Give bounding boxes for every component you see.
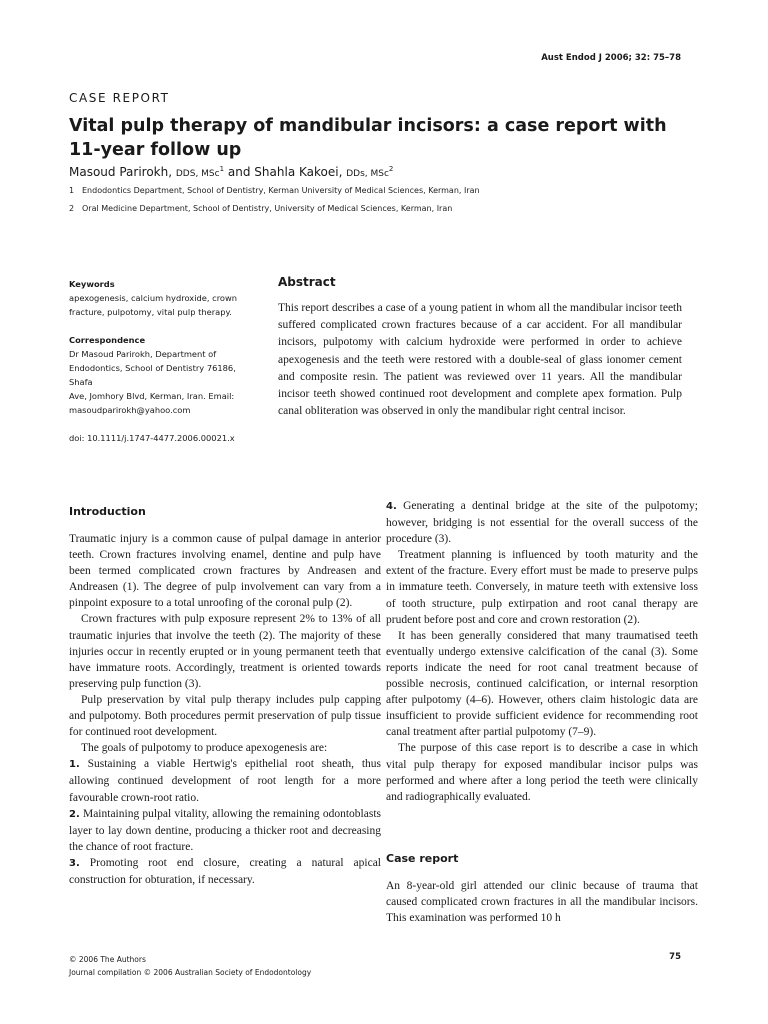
affiliation-number: 1 <box>69 186 75 195</box>
correspondence-email: masoudparirokh@yahoo.com <box>69 405 191 415</box>
author-1-degree: DDS, MSc <box>175 169 220 179</box>
article-type-label: CASE REPORT <box>69 91 170 105</box>
abstract-heading: Abstract <box>278 275 336 289</box>
goal-number: 1. <box>69 759 80 771</box>
goal-number: 3. <box>69 857 80 869</box>
goal-text: Sustaining a viable Hertwig's epithelial root sheath, thus allowing continued development of root length for a more favourable crown-root ratio. <box>69 758 381 804</box>
paragraph: Treatment planning is influenced by tooth maturity and the extent of the fracture. Every effort must be made to preserve pulps in immature teeth. Conversely, in mature teeth with extensive loss of tooth structure, pulp extirpation and root canal therapy are prudent before post and core and crown restoration (2). <box>386 549 698 626</box>
keywords-label: Keywords <box>69 279 115 289</box>
title-line-1: Vital pulp therapy of mandibular incisors: a case report with <box>69 116 667 136</box>
paragraph: Crown fractures with pulp exposure represent 2% to 13% of all traumatic injuries that involve the teeth (2). The majority of these injuries occur in recently erupted or in young permanent teeth that have immature roots. Accordingly, treatment is oriented towards preserving pulp function (3). <box>69 613 381 690</box>
goal-text: Maintaining pulpal vitality, allowing the remaining odontoblasts layer to lay down dentine, producing a thicker root and decreasing the chance of root fracture. <box>69 807 381 853</box>
correspondence-line: Ave, Jomhory Blvd, Kerman, Iran. Email: <box>69 391 235 401</box>
goal-item <box>386 498 698 547</box>
right-text-column <box>386 498 698 805</box>
paragraph: Traumatic injury is a common cause of pulpal damage in anterior teeth. Crown fractures involving enamel, dentine and pulp have been termed complicated crown fractures by Andreasen and Andreasen (1). The degree of pulp involvement can vary from a pinpoint exposure to a total unroofing of the coronal pulp (2). <box>69 533 381 610</box>
affiliation-number: 2 <box>69 204 75 213</box>
copyright-line: © 2006 The Authors <box>69 955 146 964</box>
introduction-heading: Introduction <box>69 505 146 518</box>
author-1-affil-ref: 1 <box>219 165 225 173</box>
doi: doi: 10.1111/j.1747-4477.2006.00021.x <box>69 433 235 443</box>
affiliation-2 <box>69 204 452 213</box>
author-2-name: Shahla Kakoei, <box>254 165 343 179</box>
copyright-line: Journal compilation © 2006 Australian Society of Endodontology <box>69 968 312 977</box>
affiliation-1 <box>69 186 480 195</box>
goal-number: 2. <box>69 808 80 820</box>
paragraph: The purpose of this case report is to describe a case in which vital pulp therapy for exposed mandibular incisor pulps was performed and where after a long period the teeth were clinically and radiographically evaluated. <box>386 742 698 803</box>
author-1-name: Masoud Parirokh, <box>69 165 173 179</box>
correspondence-label: Correspondence <box>69 335 146 345</box>
article-metadata <box>69 277 259 445</box>
goal-text: Promoting root end closure, creating a natural apical construction for obturation, if necessary. <box>69 856 381 886</box>
page-number: 75 <box>669 952 681 962</box>
author-list <box>69 165 393 179</box>
paragraph: Pulp preservation by vital pulp therapy includes pulp capping and pulpotomy. Both procedures permit preservation of pulp tissue for continued root development. <box>69 693 381 739</box>
affiliation-text: Oral Medicine Department, School of Dentistry, University of Medical Sciences, Kerman, Iran <box>82 204 453 213</box>
author-2-affil-ref: 2 <box>388 165 394 173</box>
goal-item <box>69 806 381 855</box>
goal-text: Generating a dentinal bridge at the site of the pulpotomy; however, bridging is not essential for the overall success of the procedure (3). <box>386 500 698 546</box>
correspondence-line: Endodontics, School of Dentistry 76186, Shafa <box>69 363 236 387</box>
paragraph: An 8-year-old girl attended our clinic because of trauma that caused complicated crown fractures in all the mandibular incisors. This examination was performed 10 h <box>386 880 698 925</box>
abstract-text: This report describes a case of a young patient in whom all the mandibular incisor teeth suffered complicated crown fractures because of a car accident. For all mandibular incisors, pulpotomy with calcium hydroxide were performed in order to achieve apexogenesis and the teeth were restored with a double-seal of glass ionomer cement and composite resin. The patient was reviewed over 11 years. All the mandibular incisor teeth showed continued root development and complete apex formation. Pulp canal obliteration was observed in only the mandibular right central incisor. <box>278 302 682 418</box>
copyright-footer <box>69 953 311 979</box>
case-report-heading: Case report <box>386 852 459 865</box>
left-text-column <box>69 531 381 888</box>
paragraph: It has been generally considered that many traumatised teeth eventually undergo extensive calcification of the canal (3). Some reports indicate the need for root canal treatment because of possible necrosis, continued calcification, or internal resorption after pulpotomy (4–6). However, others claim histologic data are insufficient to provide sufficient evidence for recommending root canal treatment after partial pulpotomy (7–9). <box>386 629 698 739</box>
goal-item <box>69 855 381 888</box>
goal-item <box>69 756 381 805</box>
case-report-text <box>386 878 698 926</box>
goal-number: 4. <box>386 501 397 512</box>
article-title <box>69 114 709 162</box>
author-connector: and <box>224 165 255 179</box>
correspondence-line: Dr Masoud Parirokh, Department of <box>69 349 217 359</box>
affiliation-text: Endodontics Department, School of Dentistry, Kerman University of Medical Sciences, Kerman, Iran <box>82 186 480 195</box>
journal-reference: Aust Endod J 2006; 32: 75–78 <box>541 53 681 63</box>
paragraph: The goals of pulpotomy to produce apexogenesis are: <box>81 742 328 755</box>
author-2-degree: DDs, MSc <box>346 169 389 179</box>
keywords-line: apexogenesis, calcium hydroxide, crown <box>69 293 238 303</box>
title-line-2: 11-year follow up <box>69 140 242 160</box>
keywords-line: fracture, pulpotomy, vital pulp therapy. <box>69 307 232 317</box>
